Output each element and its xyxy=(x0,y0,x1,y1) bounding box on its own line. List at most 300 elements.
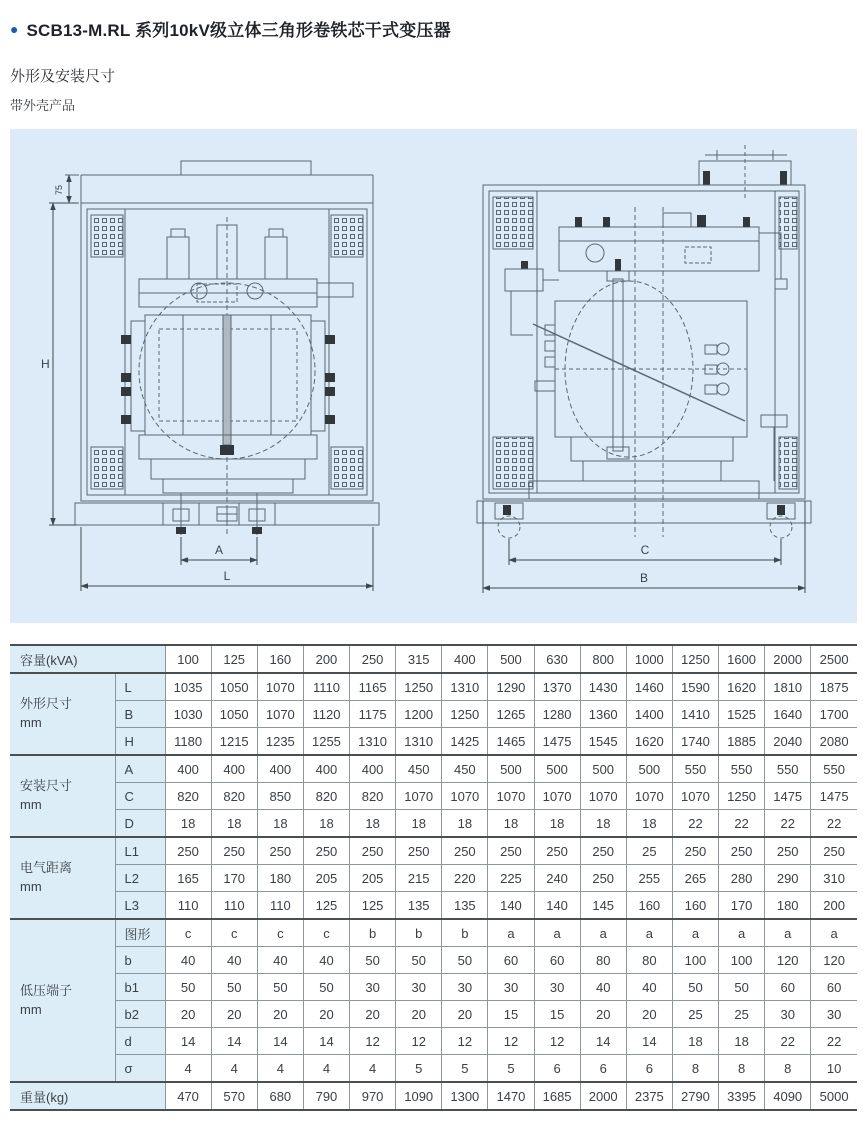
dimension-value: 140 xyxy=(488,892,534,920)
dimension-value: 250 xyxy=(719,837,765,865)
row-sub-label: C xyxy=(115,783,165,810)
capacity-value: 1600 xyxy=(719,645,765,673)
dimension-value: b xyxy=(442,919,488,947)
dimension-value: 500 xyxy=(626,755,672,783)
dimension-value: 110 xyxy=(257,892,303,920)
group-label-text: 外形尺寸 xyxy=(20,696,73,712)
dimension-value: 50 xyxy=(442,947,488,974)
dimension-value: 40 xyxy=(580,974,626,1001)
dimension-value: 1460 xyxy=(626,673,672,701)
dimension-value: 1215 xyxy=(211,728,257,756)
dimension-value: 20 xyxy=(442,1001,488,1028)
vent-grille xyxy=(91,447,123,489)
table-row xyxy=(10,1055,857,1083)
dimension-value: 820 xyxy=(350,783,396,810)
dimension-value: 20 xyxy=(580,1001,626,1028)
group-label-text: 低压端子 xyxy=(20,982,73,998)
dimension-value: 4 xyxy=(303,1055,349,1083)
dimension-value: 25 xyxy=(626,837,672,865)
dimension-value: 1030 xyxy=(165,701,211,728)
dimension-value: 1050 xyxy=(211,673,257,701)
capacity-value: 125 xyxy=(211,645,257,673)
dimension-value: 18 xyxy=(165,810,211,838)
dimension-value: 1175 xyxy=(350,701,396,728)
dimension-value: 165 xyxy=(165,865,211,892)
dimension-value: 50 xyxy=(165,974,211,1001)
dimension-value: 290 xyxy=(765,865,811,892)
weight-label: 重量(kg) xyxy=(10,1082,165,1110)
group-label xyxy=(10,919,115,1082)
dimension-value: 20 xyxy=(303,1001,349,1028)
dimension-value: 18 xyxy=(303,810,349,838)
dimension-value: 50 xyxy=(303,974,349,1001)
capacity-value: 2500 xyxy=(811,645,857,673)
dimension-value: 250 xyxy=(350,837,396,865)
dimension-value: 1740 xyxy=(672,728,718,756)
dimension-value: 60 xyxy=(488,947,534,974)
dimension-value: 250 xyxy=(580,865,626,892)
capacity-value: 1250 xyxy=(672,645,718,673)
dimension-value: 12 xyxy=(350,1028,396,1055)
dimension-value: 250 xyxy=(303,837,349,865)
weight-value: 1685 xyxy=(534,1082,580,1110)
dimension-value: 400 xyxy=(165,755,211,783)
dimension-value: 265 xyxy=(672,865,718,892)
dimension-value: a xyxy=(811,919,857,947)
dimension-value: 250 xyxy=(488,837,534,865)
dimension-value: 180 xyxy=(765,892,811,920)
group-unit-text: mm xyxy=(20,715,42,730)
dimension-value: 1310 xyxy=(396,728,442,756)
capacity-value: 400 xyxy=(442,645,488,673)
row-sub-label: L1 xyxy=(115,837,165,865)
weight-value: 3395 xyxy=(719,1082,765,1110)
dimension-value: 20 xyxy=(626,1001,672,1028)
dimension-value: c xyxy=(211,919,257,947)
dimension-value: 310 xyxy=(811,865,857,892)
row-sub-label: A xyxy=(115,755,165,783)
dimension-value: 120 xyxy=(765,947,811,974)
dimension-value: 8 xyxy=(719,1055,765,1083)
dimension-value: c xyxy=(165,919,211,947)
table-row xyxy=(10,701,857,728)
dimension-value: a xyxy=(626,919,672,947)
dimension-value: 4 xyxy=(211,1055,257,1083)
dimension-value: 40 xyxy=(165,947,211,974)
dimension-value: 4 xyxy=(350,1055,396,1083)
page-title: SCB13-M.RL 系列10kV级立体三角形卷铁芯干式变压器 xyxy=(26,21,451,40)
dimension-value: 12 xyxy=(442,1028,488,1055)
dimension-value: 1310 xyxy=(350,728,396,756)
dimension-value: 12 xyxy=(534,1028,580,1055)
row-sub-label: b1 xyxy=(115,974,165,1001)
table-row xyxy=(10,1001,857,1028)
dimension-value: 20 xyxy=(350,1001,396,1028)
dimension-value: 50 xyxy=(211,974,257,1001)
dimension-value: 140 xyxy=(534,892,580,920)
dimension-value: 215 xyxy=(396,865,442,892)
dimension-value: 18 xyxy=(534,810,580,838)
weight-value: 1090 xyxy=(396,1082,442,1110)
dimension-value: 6 xyxy=(626,1055,672,1083)
group-label xyxy=(10,673,115,755)
dimension-value: 18 xyxy=(211,810,257,838)
capacity-value: 250 xyxy=(350,645,396,673)
weight-value: 570 xyxy=(211,1082,257,1110)
group-unit-text: mm xyxy=(20,797,42,812)
dimension-value: 8 xyxy=(765,1055,811,1083)
dimension-value: 1235 xyxy=(257,728,303,756)
dimension-value: 1070 xyxy=(488,783,534,810)
table-row xyxy=(10,892,857,920)
dimension-value: 30 xyxy=(488,974,534,1001)
front-view-drawing xyxy=(21,129,421,623)
dimension-value: 250 xyxy=(765,837,811,865)
row-sub-label: L xyxy=(115,673,165,701)
dimension-value: 12 xyxy=(396,1028,442,1055)
dimension-value: 250 xyxy=(534,837,580,865)
dimension-value: 20 xyxy=(211,1001,257,1028)
dimension-value: 80 xyxy=(580,947,626,974)
dimension-value: 1070 xyxy=(534,783,580,810)
dimension-value: 1410 xyxy=(672,701,718,728)
dimension-value: 1475 xyxy=(534,728,580,756)
dimension-value: a xyxy=(488,919,534,947)
title-row xyxy=(10,16,857,41)
dimension-value: 550 xyxy=(811,755,857,783)
side-view-drawing xyxy=(447,129,847,623)
dimension-value: 18 xyxy=(442,810,488,838)
weight-value: 680 xyxy=(257,1082,303,1110)
dimension-value: 450 xyxy=(396,755,442,783)
dimension-value: 125 xyxy=(303,892,349,920)
dim-label-L: L xyxy=(223,569,230,583)
row-sub-label: D xyxy=(115,810,165,838)
dimension-value: 1620 xyxy=(626,728,672,756)
dimension-value: 14 xyxy=(165,1028,211,1055)
dimension-value: 5 xyxy=(396,1055,442,1083)
dimension-value: 50 xyxy=(257,974,303,1001)
side-enclosure xyxy=(483,145,805,499)
group-unit-text: mm xyxy=(20,1001,42,1017)
front-enclosure xyxy=(65,161,373,501)
dimension-value: 250 xyxy=(672,837,718,865)
row-sub-label: B xyxy=(115,701,165,728)
dimension-value: 6 xyxy=(580,1055,626,1083)
dimension-value: a xyxy=(765,919,811,947)
dimension-value: 14 xyxy=(303,1028,349,1055)
dimension-value: 1265 xyxy=(488,701,534,728)
table-row xyxy=(10,919,857,947)
dimension-value: 14 xyxy=(257,1028,303,1055)
dimension-value: 250 xyxy=(257,837,303,865)
dimension-value: 250 xyxy=(580,837,626,865)
capacity-value: 315 xyxy=(396,645,442,673)
capacity-row xyxy=(10,645,857,673)
dim-label-B: B xyxy=(639,571,648,585)
dimension-value: 60 xyxy=(765,974,811,1001)
dimension-value: 30 xyxy=(396,974,442,1001)
dimension-value: 1200 xyxy=(396,701,442,728)
dimension-value: 120 xyxy=(811,947,857,974)
dimension-value: 1370 xyxy=(534,673,580,701)
row-sub-label: L2 xyxy=(115,865,165,892)
dimension-value: 550 xyxy=(672,755,718,783)
dimension-value: 1255 xyxy=(303,728,349,756)
dimension-value: 60 xyxy=(811,974,857,1001)
capacity-label: 容量(kVA) xyxy=(10,645,165,673)
group-label xyxy=(10,837,115,919)
table-row xyxy=(10,810,857,838)
dimension-value: 1050 xyxy=(211,701,257,728)
capacity-value: 1000 xyxy=(626,645,672,673)
capacity-value: 800 xyxy=(580,645,626,673)
weight-value: 1300 xyxy=(442,1082,488,1110)
dim-label-H: H xyxy=(40,357,50,371)
dimension-value: 1400 xyxy=(626,701,672,728)
dimension-value: 1070 xyxy=(396,783,442,810)
dimension-value: 240 xyxy=(534,865,580,892)
dimension-value: 180 xyxy=(257,865,303,892)
dimension-value: 205 xyxy=(303,865,349,892)
variant-note: 带外壳产品 xyxy=(10,98,76,113)
row-sub-label: H xyxy=(115,728,165,756)
table-row xyxy=(10,728,857,756)
dimension-value: 20 xyxy=(257,1001,303,1028)
dimension-value: 2040 xyxy=(765,728,811,756)
dimension-value: 20 xyxy=(396,1001,442,1028)
table-row xyxy=(10,837,857,865)
capacity-value: 630 xyxy=(534,645,580,673)
dimension-value: 1875 xyxy=(811,673,857,701)
dimension-value: 280 xyxy=(719,865,765,892)
weight-value: 970 xyxy=(350,1082,396,1110)
capacity-value: 500 xyxy=(488,645,534,673)
dimension-value: 1070 xyxy=(442,783,488,810)
weight-value: 2790 xyxy=(672,1082,718,1110)
dimension-value: 22 xyxy=(672,810,718,838)
dimension-value: 1070 xyxy=(626,783,672,810)
vent-grille xyxy=(493,197,533,249)
weight-value: 4090 xyxy=(765,1082,811,1110)
dimension-value: 1180 xyxy=(165,728,211,756)
dimension-value: 1310 xyxy=(442,673,488,701)
dimension-value: 5 xyxy=(488,1055,534,1083)
dimension-value: 500 xyxy=(534,755,580,783)
dimension-value: 400 xyxy=(257,755,303,783)
dimension-value: 1070 xyxy=(257,701,303,728)
dimension-value: 1525 xyxy=(719,701,765,728)
dimension-value: 18 xyxy=(488,810,534,838)
dimension-value: 1250 xyxy=(396,673,442,701)
dimension-value: 12 xyxy=(488,1028,534,1055)
dimension-value: 25 xyxy=(719,1001,765,1028)
dimension-value: 14 xyxy=(580,1028,626,1055)
weight-value: 790 xyxy=(303,1082,349,1110)
row-sub-label: b2 xyxy=(115,1001,165,1028)
dimension-value: 400 xyxy=(303,755,349,783)
dim-label-C: C xyxy=(640,543,649,557)
dimension-value: c xyxy=(303,919,349,947)
dimension-value: 170 xyxy=(211,865,257,892)
table-row xyxy=(10,755,857,783)
dimension-value: 22 xyxy=(811,1028,857,1055)
dimension-value: 22 xyxy=(765,1028,811,1055)
dimension-value: 400 xyxy=(211,755,257,783)
dimension-value: b xyxy=(396,919,442,947)
dimension-value: 550 xyxy=(765,755,811,783)
dimension-value: 500 xyxy=(488,755,534,783)
dimension-value: 15 xyxy=(534,1001,580,1028)
dimension-value: 60 xyxy=(534,947,580,974)
row-sub-label: 图形 xyxy=(115,919,165,947)
dimension-value: 1475 xyxy=(765,783,811,810)
dimension-value: 250 xyxy=(211,837,257,865)
dimension-value: 1360 xyxy=(580,701,626,728)
dimension-value: b xyxy=(350,919,396,947)
group-label xyxy=(10,755,115,837)
dimension-value: 2080 xyxy=(811,728,857,756)
dimension-value: 820 xyxy=(211,783,257,810)
dimension-value: 1070 xyxy=(580,783,626,810)
dimension-value: 1070 xyxy=(257,673,303,701)
dimension-value: 1280 xyxy=(534,701,580,728)
dimension-value: 110 xyxy=(165,892,211,920)
dimension-value: 220 xyxy=(442,865,488,892)
dimension-value: 100 xyxy=(672,947,718,974)
dimension-value: c xyxy=(257,919,303,947)
dimension-value: 1810 xyxy=(765,673,811,701)
dimension-value: 1590 xyxy=(672,673,718,701)
capacity-value: 100 xyxy=(165,645,211,673)
dimension-value: 110 xyxy=(211,892,257,920)
dimension-value: 125 xyxy=(350,892,396,920)
dimension-value: 50 xyxy=(350,947,396,974)
vent-grille xyxy=(493,437,533,489)
row-sub-label: σ xyxy=(115,1055,165,1083)
vent-grille xyxy=(91,215,123,257)
group-unit-text: mm xyxy=(20,879,42,894)
dimension-value: 14 xyxy=(626,1028,672,1055)
dimension-value: 820 xyxy=(165,783,211,810)
dimension-value: 500 xyxy=(580,755,626,783)
table-row xyxy=(10,673,857,701)
dimension-value: a xyxy=(580,919,626,947)
table-row xyxy=(10,1028,857,1055)
dimension-value: 80 xyxy=(626,947,672,974)
dimension-value: 22 xyxy=(719,810,765,838)
dimension-value: 15 xyxy=(488,1001,534,1028)
dimension-value: 1165 xyxy=(350,673,396,701)
dimension-value: 30 xyxy=(811,1001,857,1028)
weight-value: 5000 xyxy=(811,1082,857,1110)
dimension-value: 200 xyxy=(811,892,857,920)
dimension-value: 1425 xyxy=(442,728,488,756)
dim-label-75: 75 xyxy=(53,184,64,195)
dimension-value: 4 xyxy=(165,1055,211,1083)
weight-row xyxy=(10,1082,857,1110)
table-row xyxy=(10,783,857,810)
dimension-value: 30 xyxy=(350,974,396,1001)
dimension-value: 50 xyxy=(672,974,718,1001)
vent-grille xyxy=(779,437,797,489)
group-label-text: 安装尺寸 xyxy=(20,778,73,794)
dimension-value: 14 xyxy=(211,1028,257,1055)
dimension-value: 820 xyxy=(303,783,349,810)
dimension-value: 1545 xyxy=(580,728,626,756)
dimension-value: 22 xyxy=(811,810,857,838)
dimension-value: 1035 xyxy=(165,673,211,701)
dimension-value: 8 xyxy=(672,1055,718,1083)
dimension-value: 10 xyxy=(811,1055,857,1083)
weight-value: 2375 xyxy=(626,1082,672,1110)
vent-grille xyxy=(331,215,363,257)
dimension-value: 250 xyxy=(442,837,488,865)
dim-label-A: A xyxy=(214,543,223,557)
dimension-value: 30 xyxy=(765,1001,811,1028)
dimension-value: 1250 xyxy=(719,783,765,810)
weight-value: 470 xyxy=(165,1082,211,1110)
dimension-value: 30 xyxy=(534,974,580,1001)
dimension-value: 1475 xyxy=(811,783,857,810)
dimension-value: 1620 xyxy=(719,673,765,701)
dimension-value: 18 xyxy=(719,1028,765,1055)
row-sub-label: L3 xyxy=(115,892,165,920)
dimension-value: 250 xyxy=(396,837,442,865)
dimension-value: 450 xyxy=(442,755,488,783)
dimension-value: 550 xyxy=(719,755,765,783)
dimension-value: 1290 xyxy=(488,673,534,701)
group-label-text: 电气距离 xyxy=(20,860,73,876)
capacity-value: 160 xyxy=(257,645,303,673)
dimension-value: 1250 xyxy=(442,701,488,728)
dimension-value: 100 xyxy=(719,947,765,974)
dimension-value: 1110 xyxy=(303,673,349,701)
dimension-value: 40 xyxy=(257,947,303,974)
dimension-value: 1120 xyxy=(303,701,349,728)
dimension-value: 400 xyxy=(350,755,396,783)
dimension-value: 18 xyxy=(626,810,672,838)
dimension-value: 4 xyxy=(257,1055,303,1083)
dimension-value: 255 xyxy=(626,865,672,892)
dimension-value: 205 xyxy=(350,865,396,892)
dimension-value: 1640 xyxy=(765,701,811,728)
dimension-value: 1465 xyxy=(488,728,534,756)
dimension-value: 225 xyxy=(488,865,534,892)
dimension-value: 1885 xyxy=(719,728,765,756)
dimension-value: 40 xyxy=(626,974,672,1001)
dimension-value: 250 xyxy=(811,837,857,865)
dimension-value: a xyxy=(534,919,580,947)
dimension-value: 170 xyxy=(719,892,765,920)
dimension-value: 1430 xyxy=(580,673,626,701)
weight-value: 2000 xyxy=(580,1082,626,1110)
vent-grille xyxy=(779,197,797,249)
table-row xyxy=(10,974,857,1001)
dimension-value: 40 xyxy=(303,947,349,974)
dimension-value: 850 xyxy=(257,783,303,810)
dimension-value: 25 xyxy=(672,1001,718,1028)
dimension-value: 1700 xyxy=(811,701,857,728)
dimension-value: 160 xyxy=(672,892,718,920)
dimensions-table xyxy=(10,644,857,1111)
drawing-panel xyxy=(10,129,857,623)
dimension-value: 18 xyxy=(257,810,303,838)
dimension-value: 50 xyxy=(396,947,442,974)
dimension-value: 1070 xyxy=(672,783,718,810)
vent-grille xyxy=(331,447,363,489)
dimension-value: 145 xyxy=(580,892,626,920)
